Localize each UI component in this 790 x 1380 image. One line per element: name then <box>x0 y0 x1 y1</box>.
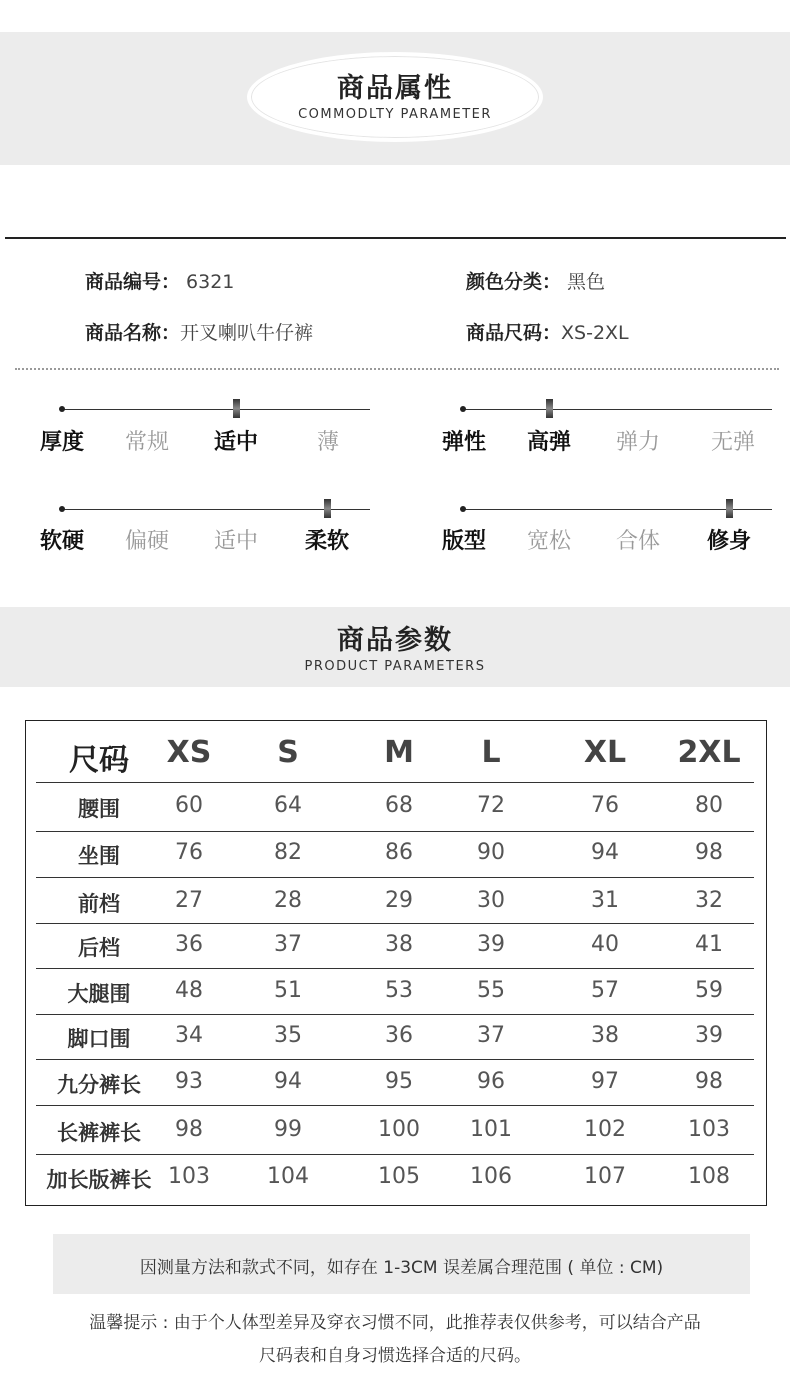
table-cell: 39 <box>695 1023 723 1048</box>
size-column-header: S <box>277 735 299 770</box>
table-cell: 38 <box>385 932 413 957</box>
attribute-option: 宽松 <box>527 529 572 554</box>
table-cell: 99 <box>274 1117 302 1142</box>
table-row-divider <box>36 923 754 924</box>
scale-marker <box>726 499 733 518</box>
table-cell: 100 <box>378 1117 420 1142</box>
attribute-option: 修身 <box>707 529 752 554</box>
table-cell: 37 <box>477 1023 505 1048</box>
product-code <box>85 267 234 294</box>
measurement-name: 坐围 <box>78 844 120 868</box>
table-cell: 28 <box>274 888 302 913</box>
measurement-name: 长裤裤长 <box>57 1121 141 1145</box>
table-cell: 106 <box>470 1164 512 1189</box>
table-cell: 102 <box>584 1117 626 1142</box>
attribute-option: 常规 <box>125 430 170 455</box>
table-cell: 35 <box>274 1023 302 1048</box>
section-subtitle: COMMODLTY PARAMETER <box>298 107 492 122</box>
table-cell: 101 <box>470 1117 512 1142</box>
table-row-divider <box>36 1105 754 1106</box>
table-cell: 60 <box>175 793 203 818</box>
table-header-label: 尺码 <box>69 743 129 778</box>
color-category <box>466 267 605 294</box>
table-row-divider <box>36 1014 754 1015</box>
tip-line: 尺码表和自身习惯选择合适的尺码。 <box>259 1346 531 1366</box>
section-title: 商品参数 <box>337 625 453 656</box>
table-cell: 108 <box>688 1164 730 1189</box>
table-cell: 96 <box>477 1069 505 1094</box>
table-cell: 53 <box>385 978 413 1003</box>
product-name <box>85 318 313 345</box>
attribute-name: 版型 <box>442 529 487 554</box>
attribute-name: 软硬 <box>40 529 85 554</box>
table-cell: 30 <box>477 888 505 913</box>
table-cell: 82 <box>274 840 302 865</box>
table-cell: 95 <box>385 1069 413 1094</box>
size-column-header: M <box>384 735 414 770</box>
table-row-divider <box>36 1059 754 1060</box>
table-cell: 98 <box>695 1069 723 1094</box>
table-cell: 93 <box>175 1069 203 1094</box>
table-cell: 48 <box>175 978 203 1003</box>
measurement-name: 大腿围 <box>67 982 131 1006</box>
table-cell: 94 <box>274 1069 302 1094</box>
attribute-option: 适中 <box>214 430 259 455</box>
product-name-value: 开叉喇叭牛仔裤 <box>180 322 314 344</box>
table-cell: 40 <box>591 932 619 957</box>
table-cell: 76 <box>175 840 203 865</box>
scale-start-dot <box>59 406 65 412</box>
table-cell: 104 <box>267 1164 309 1189</box>
size-column-header: XS <box>166 735 212 770</box>
attribute-option: 高弹 <box>527 430 572 455</box>
table-cell: 107 <box>584 1164 626 1189</box>
attribute-option: 无弹 <box>711 430 756 455</box>
attribute-option: 弹力 <box>616 430 661 455</box>
table-cell: 41 <box>695 932 723 957</box>
size-column-header: XL <box>583 735 627 770</box>
product-name-label: 商品名称： <box>85 322 181 344</box>
size-value: XS-2XL <box>561 322 629 344</box>
table-cell: 72 <box>477 793 505 818</box>
section-subtitle: PRODUCT PARAMETERS <box>304 659 486 674</box>
table-cell: 29 <box>385 888 413 913</box>
table-cell: 94 <box>591 840 619 865</box>
table-row-divider <box>36 782 754 783</box>
table-cell: 90 <box>477 840 505 865</box>
table-cell: 36 <box>385 1023 413 1048</box>
table-cell: 36 <box>175 932 203 957</box>
size-label: 商品尺码： <box>466 322 562 344</box>
measurement-name: 九分裤长 <box>57 1073 141 1097</box>
table-cell: 98 <box>695 840 723 865</box>
dotted-divider <box>15 368 779 370</box>
scale-marker <box>233 399 240 418</box>
attribute-option: 薄 <box>317 430 340 455</box>
table-cell: 31 <box>591 888 619 913</box>
table-cell: 103 <box>168 1164 210 1189</box>
table-cell: 32 <box>695 888 723 913</box>
divider <box>5 237 786 239</box>
scale-start-dot <box>460 406 466 412</box>
color-value: 黑色 <box>567 271 606 293</box>
attribute-name: 厚度 <box>40 430 85 455</box>
measurement-name: 后档 <box>78 936 120 960</box>
tip-line: 温馨提示 : 由于个人体型差异及穿衣习惯不同，此推荐表仅供参考，可以结合产品 <box>89 1313 701 1333</box>
measurement-name: 腰围 <box>78 797 120 821</box>
size-column-header: L <box>481 735 501 770</box>
table-cell: 37 <box>274 932 302 957</box>
scale-marker <box>546 399 553 418</box>
table-cell: 76 <box>591 793 619 818</box>
measurement-name: 脚口围 <box>67 1027 131 1051</box>
section-title: 商品属性 <box>337 73 453 104</box>
table-cell: 51 <box>274 978 302 1003</box>
table-row-divider <box>36 1154 754 1155</box>
table-cell: 59 <box>695 978 723 1003</box>
measurement-name: 前档 <box>78 892 120 916</box>
table-cell: 98 <box>175 1117 203 1142</box>
table-row-divider <box>36 877 754 878</box>
attribute-option: 合体 <box>616 529 661 554</box>
attribute-option: 适中 <box>214 529 259 554</box>
table-row-divider <box>36 831 754 832</box>
table-cell: 68 <box>385 793 413 818</box>
table-cell: 97 <box>591 1069 619 1094</box>
table-cell: 55 <box>477 978 505 1003</box>
table-cell: 38 <box>591 1023 619 1048</box>
table-row-divider <box>36 968 754 969</box>
scale-start-dot <box>59 506 65 512</box>
scale-marker <box>324 499 331 518</box>
table-cell: 80 <box>695 793 723 818</box>
attribute-option: 柔软 <box>305 529 350 554</box>
table-cell: 64 <box>274 793 302 818</box>
attribute-name: 弹性 <box>442 430 487 455</box>
scale-track <box>463 409 772 410</box>
table-cell: 27 <box>175 888 203 913</box>
table-cell: 57 <box>591 978 619 1003</box>
table-cell: 86 <box>385 840 413 865</box>
attribute-option: 偏硬 <box>125 529 170 554</box>
table-cell: 39 <box>477 932 505 957</box>
product-code-value: 6321 <box>186 271 235 293</box>
color-label: 颜色分类： <box>466 271 562 293</box>
measurement-note: 因测量方法和款式不同，如存在 1-3CM 误差属合理范围 ( 单位 : CM) <box>139 1258 664 1278</box>
table-cell: 34 <box>175 1023 203 1048</box>
scale-start-dot <box>460 506 466 512</box>
measurement-name: 加长版裤长 <box>46 1168 152 1192</box>
product-code-label: 商品编号： <box>85 271 181 293</box>
table-cell: 103 <box>688 1117 730 1142</box>
scale-track <box>62 409 370 410</box>
size-column-header: 2XL <box>677 735 741 770</box>
table-cell: 105 <box>378 1164 420 1189</box>
product-size <box>466 318 629 345</box>
